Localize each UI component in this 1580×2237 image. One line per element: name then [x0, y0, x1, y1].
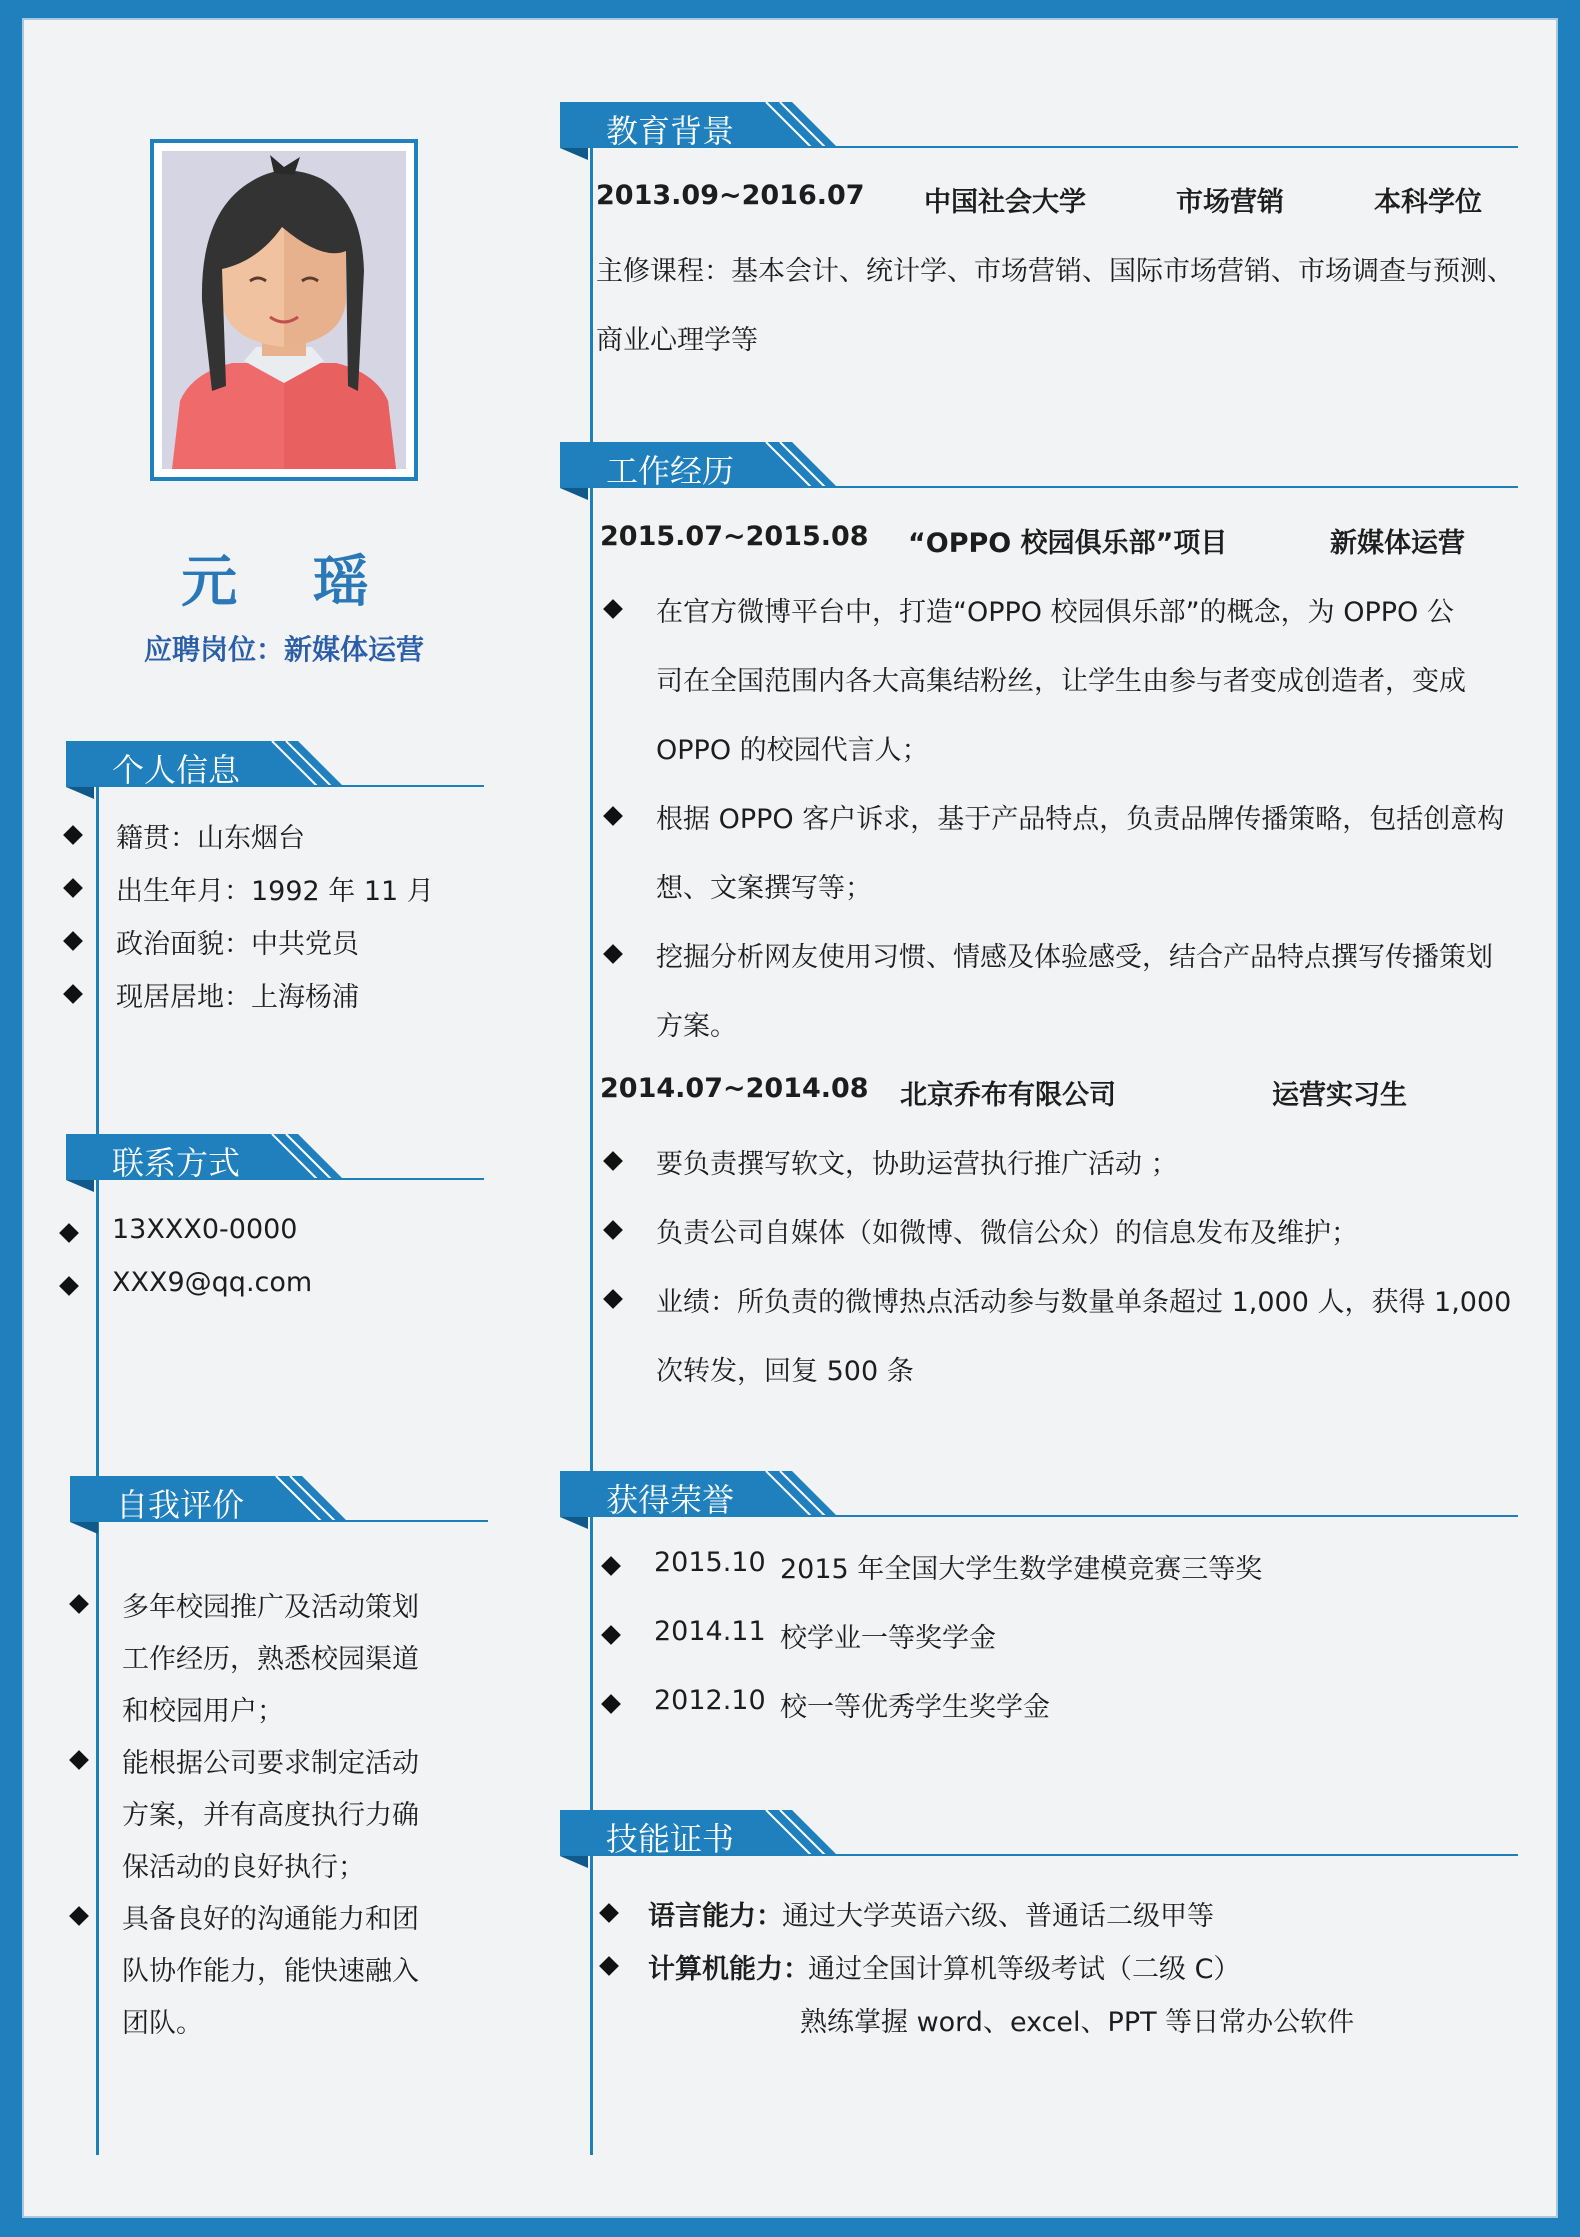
work-bullet-line: OPPO 的校园代言人； — [656, 735, 929, 766]
bullet-icon — [601, 1556, 621, 1576]
left-timeline — [96, 785, 99, 2155]
work-period: 2014.07~2014.08 — [600, 1073, 869, 1104]
work-bullet-line: 挖掘分析网友使用习惯、情感及体验感受，结合产品特点撰写传播策划 — [656, 942, 1493, 973]
bullet-icon — [59, 1223, 79, 1243]
edu-major: 市场营销 — [1176, 187, 1284, 218]
self-eval-line: 和校园用户； — [122, 1696, 284, 1727]
bullet-icon — [601, 1694, 621, 1714]
honor-date: 2012.10 — [654, 1685, 766, 1716]
section-title: 教育背景 — [606, 112, 735, 150]
work-period: 2015.07~2015.08 — [600, 521, 869, 552]
bullet-icon — [63, 825, 83, 845]
honor-text: 校一等优秀学生奖学金 — [780, 1692, 1050, 1723]
work-org: “OPPO 校园俱乐部”项目 — [908, 528, 1228, 559]
bullet-icon — [599, 1956, 619, 1976]
section-header-work — [560, 442, 1518, 488]
work-bullet-line: 根据 OPPO 客户诉求，基于产品特点，负责品牌传播策略，包括创意构 — [656, 804, 1505, 835]
work-bullet-line: 负责公司自媒体（如微博、微信公众）的信息发布及维护； — [656, 1218, 1358, 1249]
section-title: 获得荣誉 — [606, 1481, 735, 1519]
resume-page — [22, 18, 1558, 2218]
bullet-icon — [599, 1903, 619, 1923]
section-title: 技能证书 — [606, 1820, 735, 1858]
personal-item: 政治面貌：中共党员 — [116, 929, 359, 960]
section-title: 联系方式 — [112, 1144, 241, 1182]
self-eval-line: 队协作能力，能快速融入 — [122, 1956, 419, 1987]
bullet-icon — [603, 806, 623, 826]
skill-comp-label: 计算机能力： — [648, 1954, 810, 1985]
work-bullet-line: 想、文案撰写等； — [656, 873, 872, 904]
work-role: 运营实习生 — [1272, 1080, 1407, 1111]
edu-courses-cont: 商业心理学等 — [596, 325, 758, 356]
section-header-skills — [560, 1810, 1518, 1856]
work-bullet-line: 次转发，回复 500 条 — [656, 1356, 914, 1387]
edu-school: 中国社会大学 — [924, 187, 1086, 218]
bullet-icon — [603, 1289, 623, 1309]
edu-degree: 本科学位 — [1374, 187, 1482, 218]
bullet-icon — [59, 1276, 79, 1296]
self-eval-line: 方案，并有高度执行力确 — [122, 1800, 419, 1831]
section-header-education — [560, 102, 1518, 148]
bullet-icon — [69, 1906, 89, 1926]
bullet-icon — [69, 1750, 89, 1770]
bullet-icon — [63, 984, 83, 1004]
work-bullet-line: 司在全国范围内各大高集结粉丝，让学生由参与者变成创造者，变成 — [656, 666, 1466, 697]
avatar-illustration — [162, 151, 406, 469]
honor-date: 2014.11 — [654, 1616, 766, 1647]
profile-photo — [150, 139, 418, 481]
honor-text: 校学业一等奖学金 — [780, 1623, 996, 1654]
section-header-personal — [66, 741, 484, 787]
work-bullet-line: 方案。 — [656, 1011, 737, 1042]
edu-courses: 主修课程：基本会计、统计学、市场营销、国际市场营销、市场调查与预测、 — [596, 256, 1514, 287]
bullet-icon — [63, 931, 83, 951]
honor-date: 2015.10 — [654, 1547, 766, 1578]
personal-item: 籍贯：山东烟台 — [116, 823, 305, 854]
self-eval-line: 团队。 — [122, 2008, 203, 2039]
section-title: 自我评价 — [116, 1486, 245, 1524]
bullet-icon — [603, 1220, 623, 1240]
personal-item: 现居居地：上海杨浦 — [116, 982, 359, 1013]
work-role: 新媒体运营 — [1330, 528, 1465, 559]
skill-lang-text: 通过大学英语六级、普通话二级甲等 — [782, 1901, 1214, 1932]
contact-email: XXX9@qq.com — [112, 1267, 313, 1298]
work-bullet-line: 业绩：所负责的微博热点活动参与数量单条超过 1,000 人，获得 1,000 — [656, 1287, 1512, 1318]
self-eval-line: 具备良好的沟通能力和团 — [122, 1904, 419, 1935]
bullet-icon — [603, 944, 623, 964]
contact-phone: 13XXX0-0000 — [112, 1214, 298, 1245]
work-org: 北京乔布有限公司 — [900, 1080, 1116, 1111]
bullet-icon — [603, 1151, 623, 1171]
section-title: 工作经历 — [606, 452, 735, 490]
work-bullet-line: 在官方微博平台中，打造“OPPO 校园俱乐部”的概念，为 OPPO 公 — [656, 597, 1454, 628]
self-eval-line: 能根据公司要求制定活动 — [122, 1748, 419, 1779]
candidate-name: 元 瑶 — [181, 550, 397, 615]
self-eval-line: 多年校园推广及活动策划 — [122, 1592, 419, 1623]
section-header-contact — [66, 1134, 484, 1180]
skill-lang-label: 语言能力： — [648, 1901, 783, 1932]
skill-comp-text-cont: 熟练掌握 word、excel、PPT 等日常办公软件 — [800, 2007, 1355, 2038]
section-header-honors — [560, 1471, 1518, 1517]
self-eval-line: 保活动的良好执行； — [122, 1852, 365, 1883]
bullet-icon — [63, 878, 83, 898]
bullet-icon — [603, 599, 623, 619]
section-title: 个人信息 — [112, 751, 241, 789]
work-bullet-line: 要负责撰写软文，协助运营执行推广活动 ； — [656, 1149, 1178, 1180]
bullet-icon — [601, 1625, 621, 1645]
self-eval-line: 工作经历，熟悉校园渠道 — [122, 1644, 419, 1675]
personal-item: 出生年月：1992 年 11 月 — [116, 876, 434, 907]
honor-text: 2015 年全国大学生数学建模竞赛三等奖 — [780, 1554, 1263, 1585]
bullet-icon — [69, 1594, 89, 1614]
skill-comp-text: 通过全国计算机等级考试（二级 C） — [808, 1954, 1241, 1985]
applied-position: 应聘岗位：新媒体运营 — [143, 633, 424, 666]
edu-period: 2013.09~2016.07 — [596, 180, 865, 211]
section-header-self-eval — [70, 1476, 488, 1522]
